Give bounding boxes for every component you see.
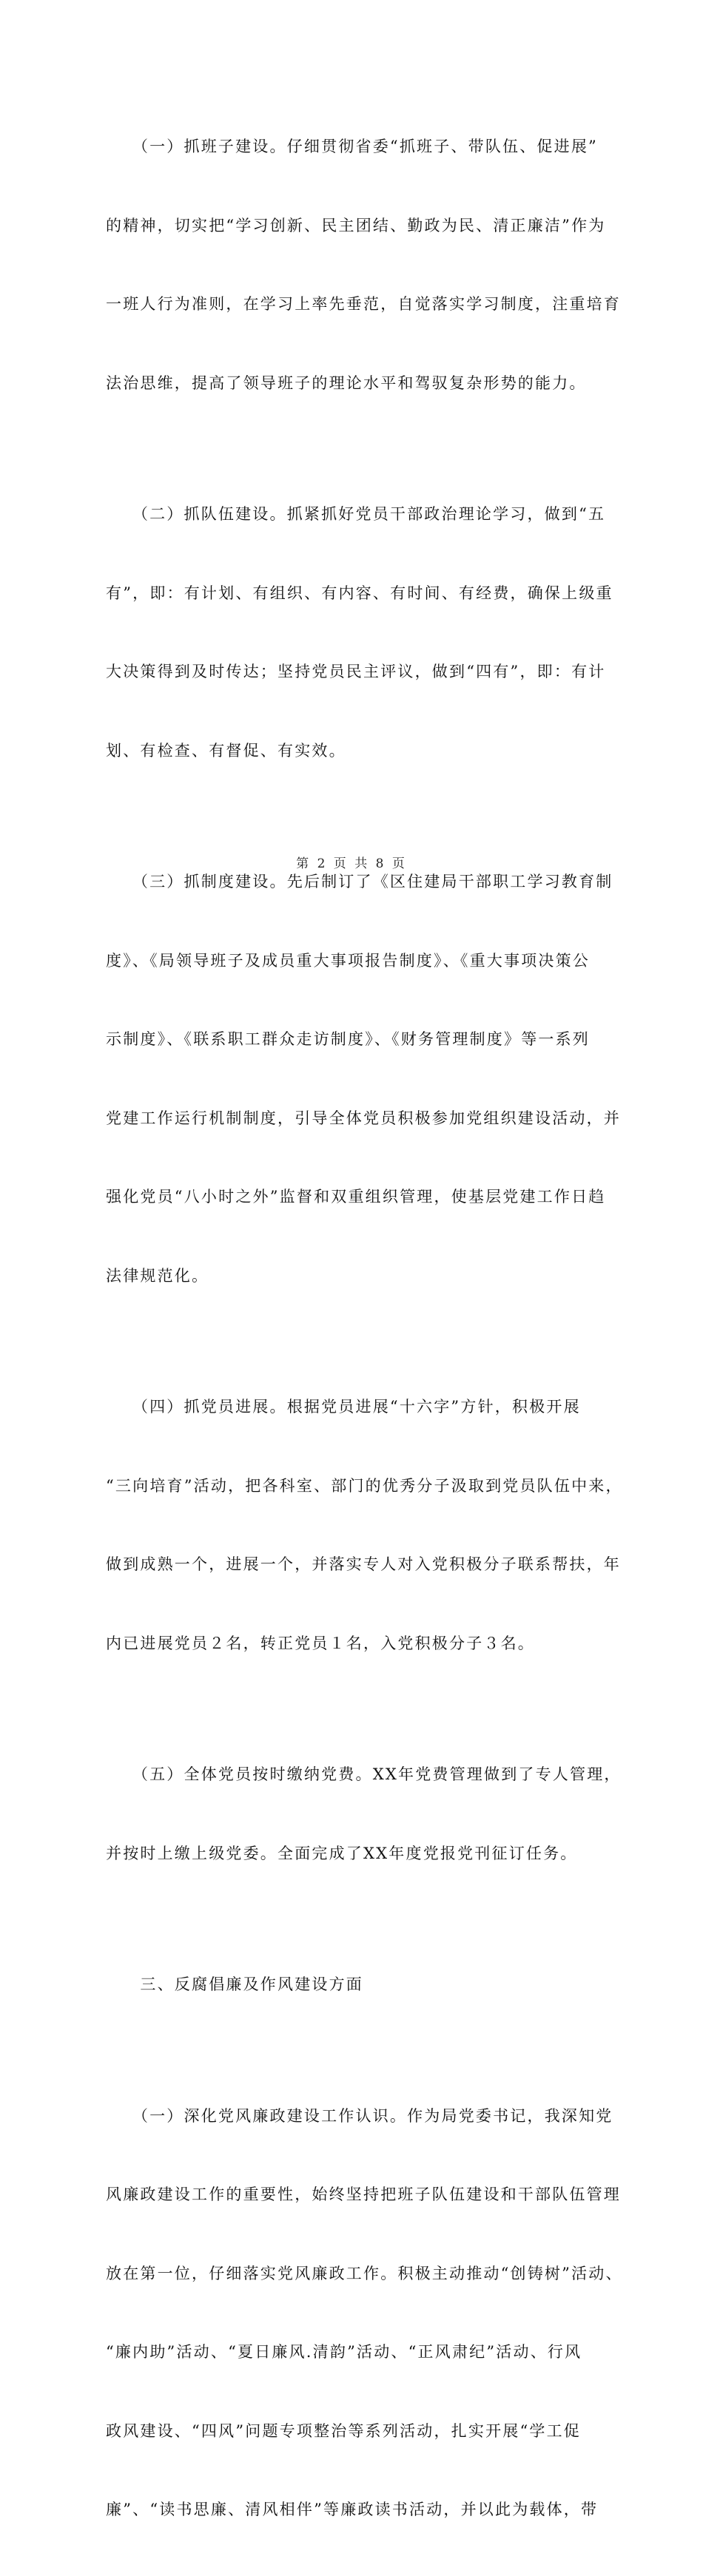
document-body	[106, 81, 623, 2576]
text-line: 党建工作运行机制制度，引导全体党员积极参加党组织建设活动，并	[106, 1109, 621, 1127]
page-number-footer: 第 2 页 共 8 页	[296, 856, 407, 871]
text-line: 示制度》、《联系职工群众走访制度》、《财务管理制度》等一系列	[106, 1030, 590, 1048]
text-line: 做到成熟一个，进展一个，并落实专人对入党积极分子联系帮扶，年	[106, 1555, 621, 1573]
text-line: 并按时上缴上级党委。全面完成了XX年度党报党刊征订任务。	[106, 1844, 578, 1862]
text-line: 大决策得到及时传达；坚持党员民主评议，做到“四有”，即：有计	[106, 663, 606, 680]
text-line: 划、有检查、有督促、有实效。	[106, 741, 346, 760]
text-line: 廉”、“读书思廉、清风相伴”等廉政读书活动，并以此为载体，带	[106, 2501, 599, 2518]
paragraph-member-development	[106, 1342, 623, 1709]
text-line: （一）深化党风廉政建设工作认识。作为局党委书记，我深知党	[106, 2106, 613, 2125]
paragraph-anti-corruption	[106, 2051, 623, 2576]
paragraph-team-building	[106, 449, 613, 817]
text-line: （三）抓制度建设。先后制订了《区住建局干部职工学习教育制	[106, 873, 613, 890]
text-line: 度》、《局领导班子及成员重大事项报告制度》、《重大事项决策公	[106, 951, 590, 970]
text-line: “廉内助”活动、“夏日廉风.清韵”活动、“正风肃纪”活动、行风	[106, 2343, 582, 2361]
text-line: 的精神，切实把“学习创新、民主团结、勤政为民、清正廉洁”作为	[106, 216, 606, 234]
text-line: （四）抓党员进展。根据党员进展“十六字”方针，积极开展	[106, 1398, 581, 1416]
paragraph-party-dues	[106, 1709, 622, 1919]
text-line: 放在第一位，仔细落实党风廉政工作。积极主动推动“创铸树”活动、	[106, 2264, 623, 2282]
text-line: （二）抓队伍建设。抓紧抓好党员干部政治理论学习，做到“五	[106, 505, 606, 523]
text-line: 三、反腐倡廉及作风建设方面	[106, 1975, 363, 1993]
paragraph-leadership	[106, 81, 621, 449]
section-heading	[106, 1919, 597, 2051]
text-line: 强化党员“八小时之外”监督和双重组织管理，使基层党建工作日趋	[106, 1188, 606, 1206]
paragraph-system-building	[106, 817, 621, 1342]
text-line: 风廉政建设工作的重要性，始终坚持把班子队伍建设和干部队伍管理	[106, 2185, 621, 2203]
text-line: “三向培育”活动，把各科室、部门的优秀分子汲取到党员队伍中来，	[106, 1476, 623, 1495]
text-line: （一）抓班子建设。仔细贯彻省委“抓班子、带队伍、促进展”	[106, 138, 598, 155]
text-line: （五）全体党员按时缴纳党费。XX年党费管理做到了专人管理，	[106, 1765, 622, 1783]
text-line: 法律规范化。	[106, 1266, 209, 1285]
text-line: 法治思维，提高了领导班子的理论水平和驾驭复杂形势的能力。	[106, 373, 587, 392]
text-line: 有”，即：有计划、有组织、有内容、有时间、有经费，确保上级重	[106, 584, 613, 602]
text-line: 内已进展党员２名，转正党员１名，入党积极分子３名。	[106, 1634, 535, 1652]
text-line: 一班人行为准则，在学习上率先垂范，自觉落实学习制度，注重培育	[106, 295, 621, 313]
text-line: 政风建设、“四风”问题专项整治等系列活动，扎实开展“学工促	[106, 2421, 582, 2440]
